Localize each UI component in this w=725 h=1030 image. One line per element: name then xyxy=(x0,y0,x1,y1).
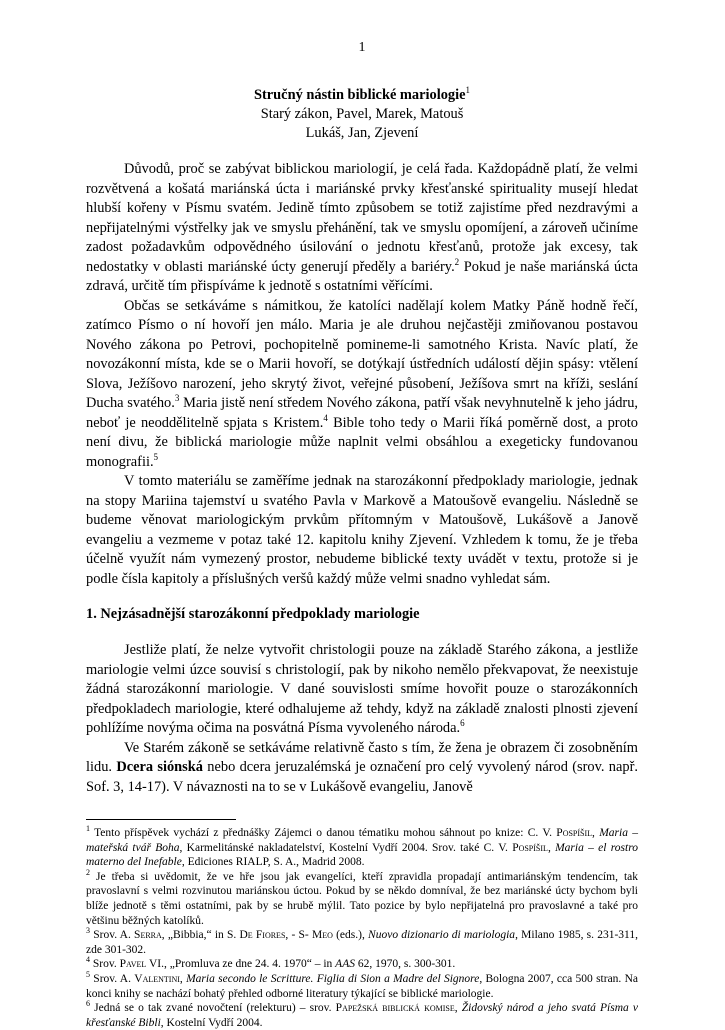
footnote-ref: 5 xyxy=(153,451,159,462)
body-paragraph: Ve Starém zákoně se setkáváme relativně často s tím, že žena je obrazem či zosobněním lidu. Dcera siónská nebo dcera jeruzalémská je označení pro celý vyvolený národ (srov. např. Sof. 3, 14-17). V návaznosti na to se v Lukášově evangeliu, Janově xyxy=(86,739,638,795)
footnote-ref: 3 xyxy=(174,393,180,404)
footnote-ref: 6 xyxy=(460,718,465,729)
section-heading: 1. Nejzásadnější starozákonní předpoklady mariologie xyxy=(86,606,420,622)
document-page xyxy=(86,40,638,1030)
footnote: $^3$ Srov. A. Serra, „Bibbia,“ in S. De Fiores, - S- Meo (eds.), Nuovo dizionario di mariologia, Milano 1985, s. 231-311, zde 301-302. xyxy=(86,926,639,956)
footnote: $^1$ Tento příspěvek vychází z přednášky Zájemci o danou tématiku mohou sáhnout po knize: C. V. Pospíšil, Maria – mateřská tvář Boha, Karmelitánské nakladatelství, Kostelní Vydří 2004. Srov. také C. V. Pospíšil, Maria – el rostro materno del Inefable, Ediciones RIALP, S. A., Madrid 2008. xyxy=(86,824,639,869)
footnote: $^2$ Je třeba si uvědomit, že ve hře jsou jak evangelíci, kteří zpravidla propadají antimariánským tendencím, tak pravoslavní s velmi rozvinutou mariánskou úctou. Pokud by se někdo domníval, že bez mariánské úcty bychom byli blíže jednotě s těmi ostatními, pak by se hrubě mýlil. Tato pozice by bylo nepřijatelná pro pravoslavné a také pro většinu běžných katolíků. xyxy=(86,867,638,927)
page-number: 1 xyxy=(358,40,366,55)
title-subtitle-line: Starý zákon, Pavel, Marek, Matouš xyxy=(260,106,464,122)
footnote-separator xyxy=(86,819,236,820)
title-main: Stručný nástin biblické mariologie xyxy=(254,87,466,103)
footnote-ref: 2 xyxy=(454,256,460,267)
footnote-ref: 4 xyxy=(323,412,328,423)
title-subtitle-line: Lukáš, Jan, Zjevení xyxy=(305,125,419,141)
footnotes xyxy=(86,826,638,1030)
footnote: $^5$ Srov. A. Valentini, Maria secondo le Scritture. Figlia di Sion a Madre del Signore, Bologna 2007, cca 500 stran. Na konci knihy se nachází bohatý přehled odborné literatury týkající se biblické mariologie. xyxy=(86,970,639,1000)
footnote: $^4$ Srov. Pavel VI., „Promluva ze dne 24. 4. 1970“ – in AAS 62, 1970, s. 300-301. xyxy=(86,955,456,971)
footnote-ref: 1 xyxy=(465,85,470,96)
footnote: $^6$ Jedná se o tak zvané novočtení (relekturu) – srov. Papežská biblická komise, Židovský národ a jeho svatá Písma v křesťanské Bibli, Kostelní Vydří 2004. xyxy=(86,999,638,1029)
body-paragraph: Občas se setkáváme s námitkou, že katolíci nadělají kolem Matky Páně hodně řečí, zatímco Písmo o ní hovoří jen málo. Maria je ale druhou nejčastěji zmiňovanou postavou Nového zákona po Petrovi, pochopitelně pomineme-li samotného Krista. Navíc platí, že novozákonní místa, kde se o Marii hovoří, se dotýkají ústředních událostí dějin spásy: vtělení Slova, Ježíšovo narození, jeho skrytý život, veřejné působení, Ježíšova smrt na kříži, seslání Ducha svatého.$^3$ Maria jistě není středem Nového zákona, patří však nevyhnutelně k jeho jádru, neboť je neoddělitelně spjata s Kristem.$^4$ Bible toho tedy o Marii říká poměrně dost, a proto není divu, že biblická mariologie může naplnit velmi obsáhlou a exegeticky fundovanou monografii.$^5$ xyxy=(86,297,638,470)
document-title xyxy=(86,86,638,143)
body-paragraph: Jestliže platí, že nelze vytvořit christologii pouze na základě Starého zákona, a jestliže mariologie velmi úzce souvisí s christologií, pak by nikoho nemělo překvapovat, že neexistuje žádná starozákonní mariologie. V dané souvislosti smíme hovořit pouze o starozákonních předpokladech mariologie, které odhalujeme až tehdy, když na základě znalosti plnosti zjevení pohlížíme novýma očima na posvátná Písma vyvoleného národa.$^6$ xyxy=(86,642,638,736)
body-paragraph: Důvodů, proč se zabývat biblickou mariologií, je celá řada. Každopádně platí, že velmi rozvětvená a košatá mariánská úcta i mariánské prvky křesťanské spirituality musejí hledat hlubší kořeny v Písmu svatém. Jedině tímto způsobem se totiž zajistíme před nezdravými a nepřijatelnými výstřelky jak ve smyslu přehánění, tak ve smyslu opomíjení, a zároveň učiníme zadost požadavkům odpovědného úsilování o jednotu křesťanů, protože jak excesy, tak nedostatky v oblasti mariánské úcty generují předěly a bariéry.$^2$ Pokud je naše mariánská úcta zdravá, určitě tím přispíváme k jednotě s ostatními věřícími. xyxy=(86,161,638,294)
emphasis-term: Dcera siónská xyxy=(116,759,203,775)
body-paragraph: V tomto materiálu se zaměříme jednak na starozákonní předpoklady mariologie, jednak na stopy Mariina tajemství u svatého Pavla v Markově a Matoušově evangeliu. Následně se budeme věnovat mariologickým prvkům přítomným v Matoušově, Lukášově a Janově evangeliu a vezmeme v potaz také 12. kapitolu knihy Zjevení. Vzhledem k tomu, že je třeba účelně využít nám vymezený prostor, nebudeme biblické texty uvádět v textu, protože si je podle čísla kapitoly a příslušných veršů každý může velmi snadno vyhledat sám. xyxy=(86,473,638,587)
